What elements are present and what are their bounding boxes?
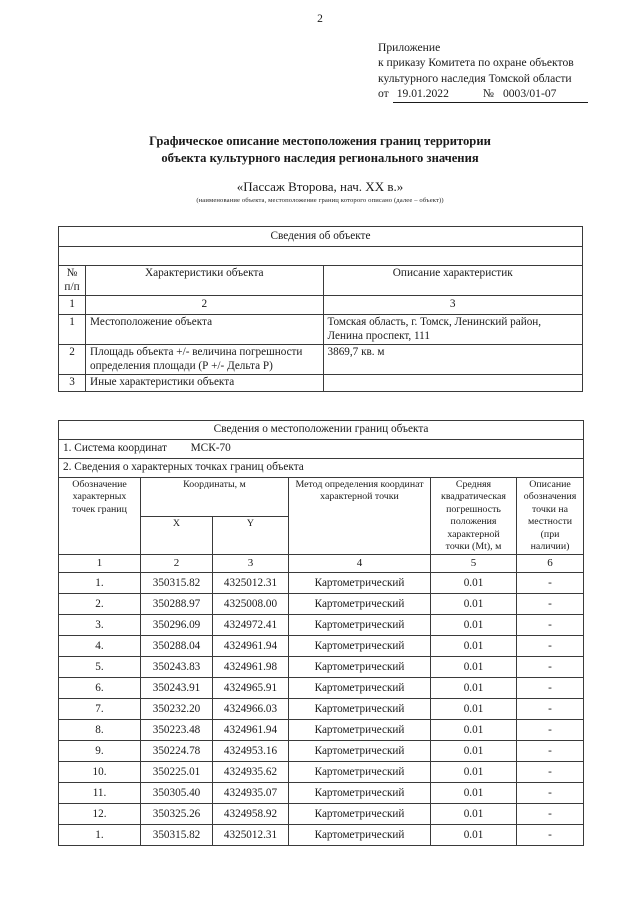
page-title [60, 133, 580, 167]
coordinate-point: 7. [59, 699, 141, 720]
coordinate-point: 4. [59, 636, 141, 657]
table-row [59, 804, 584, 825]
object-table-th-np-line2: п/п [64, 280, 80, 293]
coordinate-method: Картометрический [289, 657, 431, 678]
coordinate-point: 3. [59, 615, 141, 636]
object-name-caption: (наименование объекта, местоположение границ которого описано (далее – объект)) [196, 197, 444, 204]
coordinate-y: 4324935.07 [213, 783, 289, 804]
coordinate-x: 350232.20 [141, 699, 213, 720]
page-title-line-2: объекта культурного наследия регионального значения [161, 151, 479, 165]
coordinate-method: Картометрический [289, 699, 431, 720]
coordinate-method: Картометрический [289, 573, 431, 594]
coordinate-x: 350243.83 [141, 657, 213, 678]
borders-table-banner: Сведения о местоположении границ объекта [59, 421, 584, 440]
coordinate-y: 4324953.16 [213, 741, 289, 762]
order-date: 19.01.2022 [396, 87, 449, 101]
coordinate-point: 9. [59, 741, 141, 762]
borders-th-x: X [141, 516, 213, 555]
coordinate-note: - [517, 804, 584, 825]
coordinate-note: - [517, 741, 584, 762]
coordinate-point: 8. [59, 720, 141, 741]
borders-th-point: Обозначение характерных точек границ [59, 478, 141, 555]
coordinate-error: 0.01 [431, 762, 517, 783]
coordinate-x: 350305.40 [141, 783, 213, 804]
coordinate-method: Картометрический [289, 783, 431, 804]
coordinate-method: Картометрический [289, 615, 431, 636]
coordinate-y: 4325012.31 [213, 573, 289, 594]
coordinate-point: 10. [59, 762, 141, 783]
object-table-spacer-row [59, 247, 583, 266]
borders-th-note: Описание обозначения точки на местности (при наличии) [517, 478, 584, 555]
table-row [59, 594, 584, 615]
coordinate-point: 1. [59, 573, 141, 594]
coordinate-point: 6. [59, 678, 141, 699]
coordinate-note: - [517, 825, 584, 846]
order-number: 0003/01-07 [502, 87, 557, 101]
object-row-description: 3869,7 кв. м [323, 345, 583, 375]
coordinate-method: Картометрический [289, 825, 431, 846]
borders-colnum-1: 1 [59, 555, 141, 573]
coordinate-error: 0.01 [431, 720, 517, 741]
order-date-number-line [378, 86, 588, 102]
borders-th-coordinates: Координаты, м [141, 478, 289, 517]
coordinate-system-label: 1. Система координат [63, 442, 167, 455]
table-row [59, 678, 584, 699]
object-table-th-description: Описание характеристик [323, 266, 583, 296]
coordinate-note: - [517, 783, 584, 804]
borders-info-table [58, 420, 584, 846]
coordinate-y: 4324961.94 [213, 636, 289, 657]
coordinate-system-row [59, 440, 584, 459]
coordinate-method: Картометрический [289, 636, 431, 657]
points-section-row [59, 459, 584, 478]
object-table-th-np-line1: № [66, 267, 78, 279]
table-row [59, 699, 584, 720]
object-table-spacer [59, 247, 583, 266]
object-row-index: 1 [59, 315, 86, 345]
coordinate-x: 350315.82 [141, 825, 213, 846]
coordinate-error: 0.01 [431, 804, 517, 825]
coordinate-point: 1. [59, 825, 141, 846]
table-row [59, 720, 584, 741]
appendix-order-line-2: культурного наследия Томской области [378, 71, 572, 85]
coordinate-point: 11. [59, 783, 141, 804]
coordinate-note: - [517, 657, 584, 678]
object-row-characteristic: Иные характеристики объекта [86, 375, 323, 392]
coordinate-error: 0.01 [431, 636, 517, 657]
coordinate-x: 350225.01 [141, 762, 213, 783]
coordinate-note: - [517, 720, 584, 741]
table-row [59, 636, 584, 657]
table-row [59, 573, 584, 594]
coordinate-x: 350315.82 [141, 573, 213, 594]
coordinate-note: - [517, 615, 584, 636]
borders-colnum-3: 3 [213, 555, 289, 573]
coordinate-error: 0.01 [431, 741, 517, 762]
coordinate-point: 5. [59, 657, 141, 678]
coordinate-x: 350224.78 [141, 741, 213, 762]
order-underline [393, 86, 588, 102]
appendix-reference-block [378, 40, 588, 103]
object-name: «Пассаж Второва, нач. XX в.» [236, 179, 404, 194]
coordinate-x: 350288.97 [141, 594, 213, 615]
borders-colnum-2: 2 [141, 555, 213, 573]
coordinate-y: 4324958.92 [213, 804, 289, 825]
object-table-banner: Сведения об объекте [59, 227, 583, 247]
points-section-label: 2. Сведения о характерных точках границ объекта [59, 459, 584, 478]
coordinate-y: 4324966.03 [213, 699, 289, 720]
object-row-index: 2 [59, 345, 86, 375]
coordinate-error: 0.01 [431, 594, 517, 615]
coordinate-x: 350296.09 [141, 615, 213, 636]
coordinate-x: 350243.91 [141, 678, 213, 699]
coordinate-error: 0.01 [431, 783, 517, 804]
coordinate-y: 4324972.41 [213, 615, 289, 636]
object-table-column-number-row [59, 296, 583, 315]
table-row [59, 783, 584, 804]
table-row [59, 741, 584, 762]
coordinate-y: 4324961.98 [213, 657, 289, 678]
coordinate-y: 4324935.62 [213, 762, 289, 783]
coordinate-error: 0.01 [431, 573, 517, 594]
coordinate-error: 0.01 [431, 699, 517, 720]
table-row [59, 315, 583, 345]
coordinate-error: 0.01 [431, 825, 517, 846]
table-row [59, 762, 584, 783]
coordinate-point: 12. [59, 804, 141, 825]
coordinate-rows-body [59, 573, 584, 846]
borders-table-column-number-row [59, 555, 584, 573]
table-row [59, 345, 583, 375]
coordinate-y: 4325012.31 [213, 825, 289, 846]
table-row [59, 825, 584, 846]
object-table-colnum-2: 2 [86, 296, 323, 315]
coordinate-note: - [517, 594, 584, 615]
object-row-characteristic: Местоположение объекта [86, 315, 323, 345]
coordinate-note: - [517, 762, 584, 783]
coordinate-method: Картометрический [289, 678, 431, 699]
object-row-description [323, 375, 583, 392]
object-table-banner-row [59, 227, 583, 247]
coordinate-y: 4324965.91 [213, 678, 289, 699]
appendix-order-line-1: к приказу Комитета по охране объектов [378, 56, 574, 70]
borders-colnum-6: 6 [517, 555, 584, 573]
coordinate-note: - [517, 678, 584, 699]
table-row [59, 615, 584, 636]
coordinate-y: 4325008.00 [213, 594, 289, 615]
coordinate-system-cell [59, 440, 584, 459]
page-number: 2 [317, 13, 323, 25]
coordinate-error: 0.01 [431, 657, 517, 678]
coordinate-error: 0.01 [431, 678, 517, 699]
object-row-characteristic: Площадь объекта +/- величина погрешности определения площади (Р +/- Дельта Р) [86, 345, 323, 375]
borders-table-header-row [59, 478, 584, 517]
object-table-th-characteristics: Характеристики объекта [86, 266, 323, 296]
object-table-colnum-1: 1 [59, 296, 86, 315]
page-title-line-1: Графическое описание местоположения границ территории [149, 134, 491, 148]
coordinate-note: - [517, 699, 584, 720]
coordinate-point: 2. [59, 594, 141, 615]
coordinate-method: Картометрический [289, 594, 431, 615]
coordinate-note: - [517, 636, 584, 657]
object-info-table [58, 226, 583, 392]
object-row-description: Томская область, г. Томск, Ленинский район, Ленина проспект, 111 [323, 315, 583, 345]
coordinate-error: 0.01 [431, 615, 517, 636]
coordinate-method: Картометрический [289, 762, 431, 783]
coordinate-method: Картометрический [289, 741, 431, 762]
borders-th-y: Y [213, 516, 289, 555]
object-table-th-np [59, 266, 86, 296]
table-row [59, 375, 583, 392]
coordinate-system-value: МСК-70 [190, 442, 231, 455]
table-row [59, 657, 584, 678]
coordinate-method: Картометрический [289, 804, 431, 825]
coordinate-x: 350288.04 [141, 636, 213, 657]
borders-table-banner-row [59, 421, 584, 440]
borders-colnum-4: 4 [289, 555, 431, 573]
coordinate-x: 350325.26 [141, 804, 213, 825]
object-table-header-row [59, 266, 583, 296]
object-row-index: 3 [59, 375, 86, 392]
object-table-colnum-3: 3 [323, 296, 583, 315]
coordinate-x: 350223.48 [141, 720, 213, 741]
order-number-sign: № [482, 87, 494, 101]
borders-colnum-5: 5 [431, 555, 517, 573]
coordinate-y: 4324961.94 [213, 720, 289, 741]
borders-th-error: Средняя квадратическая погрешность положения характерной точки (Mt), м [431, 478, 517, 555]
coordinate-note: - [517, 573, 584, 594]
coordinate-method: Картометрический [289, 720, 431, 741]
appendix-label: Приложение [378, 41, 441, 54]
order-from-label: от [378, 87, 389, 101]
borders-th-method: Метод определения координат характерной точки [289, 478, 431, 555]
